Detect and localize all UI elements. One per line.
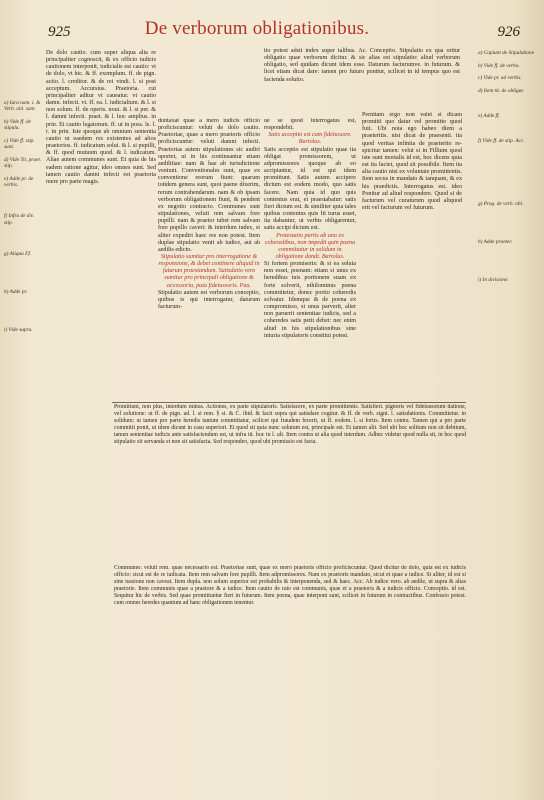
- margin-note: g) Aliqua Ff.: [4, 251, 32, 258]
- gloss-text: De dolo cautio. cum super aliqua alia re principaliter cognoscit, & ex officio iudicis cautionem interponit, iudicialis est cautio: vt de dolo, vt hic. & ff. exemplum. ff. de pign. actio. l. creditor. & de rei vindi. l. si post acceptum. Accursius. Praetoria. cui principaliter aditur vt caueatur. vt cautio damn. infecti. vt. ff. ea. l. iudicialium. & l. si non solum. ff. de operis. noui. & l. si per. & l. damni infecti. praet. & l. hoc amplius. in prin. Et cautio legatorum. ff. ut in poss. le. l. i. in prin. Iste quoque ab omnium sententia cautio ut eaedem res existentes ad alios praetorios. ff. iudicatum solui. & l. si pupilli, & ff. quod mutuum quod. & l. iudicatum. Aliae autem communes sunt. Et quia de his eadem ratione agitur, ideo omnes sunt. Sed tamen cautio damni infecti est praetoria mere pro parte magis.: [46, 50, 156, 185]
- margin-note: f) Infra de div. stip.: [4, 213, 35, 226]
- page-number-right: 926: [497, 24, 520, 40]
- page-header: [0, 10, 544, 44]
- section-heading: Satis acceptio est cum fideiussore. Bartolus.: [268, 132, 352, 146]
- section-heading: Protestatio partis ab uno ex coheredibus, non impedit quin poena committatur in solidum in obligatione dandi. Bartolus.: [264, 232, 356, 260]
- gloss-text: Pernitam ergo non valet si dicam promitti quo datur vel promitto quod fuit. Ubi nota ego habeo diem a praeteritis. nisi dicat de praesenti. ita quod veritas infinita de praeterito re-spicitur tamen: velut si in Fillium quod iste sunt mortalis id est, hoc dicens quia est ita faciet, quod sit possibile. Item ita alia cautio nisi ex voluntate promittentis. Item secus in mandato & tanquam, & ex his praedictis. Interrogatus est. ideo Ponitur ad aliud respondere. Quod si de facturum vel curaturum quod aliquod erit vel facturum vel futurum.: [362, 112, 462, 212]
- margin-note: a) Iura nam. i. & Verb. obl. sunt.: [4, 100, 41, 113]
- commentary-text: Communes: veluti rem. quae necessario est. Praetoriae sunt, quae ex mero praetoris officio proficiscuntur. Quod dicitur de dolo, quia est ex iudicis officio: sicut est de re iudicata. Item rem salvam fore pupilli. Item adpromissores. Nam ex praetoris mandato, sicut et quae a iudice. Si aliter, id est si sine iussione non caveat. Item dupla. non solum superior est probabilis & interponenda, sed & haec. Acc. Ab iudice vero. ab aedile, ut supra & alias praetorie. Item communis quae a praetore & a iudice. Item cautio de rato est communis, quae et a praetoris & a iudicis officio. Conceptio. id est. Sequitur hic de verbis. Sed quae promittuntur fieri in futurum. Item poena, quae interponi sunt, scilicet in futurum in contractibus. Confessio potest. cum omnes heredes quantum ad hanc obligationem tenentur.: [114, 565, 466, 606]
- section-heading: Stipulatio sumitur pro interrogatione & responsione, & debet continere aliquid in futurum praestandum. Satisdatio vero sumitur pro principali obligatione & accessoria, puta fideiussoris. Pau.: [158, 253, 260, 289]
- margin-note: f) Vide ff. de stip. Acc.: [478, 138, 525, 145]
- main-text-continued: Stipulatio autem est verborum conceptio, quibus is qui interrogatur, daturum facturum-: [158, 289, 260, 311]
- column-main-text: [158, 118, 260, 403]
- commentary-block-1: [114, 404, 466, 562]
- margin-note: g) Prog. de verb. obl.: [478, 201, 524, 208]
- margin-note: d) Vide Tit. praet. stip.: [4, 156, 42, 169]
- gloss-text: tio potest adsit index super talibus. Ac. Conceptio. Stipulatio ex qua oritur obligatio quae verborum dicitur. & sic alias est stipulatio: aliud verborum obligatio, sed quidam dicunt idem esse. Daturum facturumve. in futurum. & licet etiam dicat dare: tamen pro futuro ponitur, scilicet in id tempus quo est facienda solutio.: [264, 48, 460, 83]
- commentary-block-2: [114, 565, 466, 793]
- margin-note: h) Adde pr.: [4, 288, 28, 295]
- margin-note: b) Vide ff. de stipula.: [4, 118, 31, 132]
- running-title: De verborum obligationibus.: [144, 18, 370, 39]
- column-gloss-left: [46, 50, 156, 186]
- commentary-text: Promittunt, non plus, interdum minus. Actiones, ex parte stipulatoris. Satisfacere, ex parte promittentis. Satisfieri. pignoris vel fideiussorum datione, vel solutione: ut ff. de pign. ad. l. si rem. § si. & C. ibid. & facit supra qui satisdare cogitur. & ff. de verb. signi. l. satisdationis. Committetur. in solidum: ut tamen pro parte heredis tantum committatur, scilicet qui fraudem fecerit, ut ff. eodem. l. si fortis. Item contra. Tamen qui a pro parte committi ponit, ut idem dicunt in casu superiori. Et quod sit quia nunc solutum est, principale est. Et tamen alii. Sed ubi hoc solitum non sit debitum, tamen sententiae iudicis ante satisfaciendum est, ut infra tit. hoc in l. ult. Item contra ut alia quod interdum. Adhuc videtur quod nulla sit, in hoc quod stipulatio sit servanda et non sit satisfacta. Sed respondeo, quod ubi promissio est facta.: [114, 404, 466, 445]
- margin-note: b) Vide ff. de verbo.: [478, 62, 520, 69]
- divider: [112, 402, 466, 403]
- main-text: Si fortem promiseris: & si ea soluta non esset, poenam: etiam si unus ex heredibus tuis portionem suam ex forte solverit, nihilominus poena committetur, donec portio coheredis solvatur. Idemque & de poena ex compromisso, si unus parverit, alter non paruerit sententiae iudicis, sed a coheredes satis petit debet: nec enim aliud in his stipulationibus sine iniuria stipulatoris constitui potest.: [264, 261, 356, 339]
- margin-note: i) In divisione.: [478, 276, 509, 283]
- margin-note: h) Adde praeter.: [478, 238, 513, 245]
- margin-note: c) Vide ff. stip. sunt.: [4, 137, 35, 151]
- margin-notes-right: [478, 50, 542, 283]
- column-gloss-top: [264, 48, 460, 84]
- margin-notes-left: [4, 100, 42, 333]
- main-text: duntaxat quae a mero iudicis officio proficiscuntur: veluti de dolo cautio. Praetoriae, quae a mero praetoris officio proficiscuntur: veluti damni infecti. Praetorias autem stipulationes sic audiri oportet, ut in his contineantur etiam aedilitiae: nam & hae ab iurisdictione veniunt. Conventionales sunt, quae ex conventione reorum fiunt: quarum totidem genera sunt, quot paene dixerim, rerum contrahendarum. nam & ob ipsam verborum obligationem fiunt, & pendent ex negotio contracto. Communes sunt stipulationes, veluti rem salvam fore pupilli. nam & praetor iubet rem salvam fore pupillo caveri: & interdum iudex, si aliter expediri haec res non potest. Item duplae stipulatio venit ab iudice, aut ab aedilis edicto.: [158, 118, 260, 253]
- margin-note: e) Adde pr. de verbis.: [4, 175, 34, 188]
- main-text: ue se quod interrogatus est, respondebit.: [264, 118, 356, 132]
- column-main-text-right: [264, 118, 356, 403]
- page-number-left: 925: [48, 24, 71, 40]
- column-gloss-right: [362, 112, 462, 402]
- margin-note: i) Vide supra.: [4, 326, 33, 333]
- margin-note: e) Adde ff.: [478, 112, 500, 119]
- margin-note: c) Vide pr. ad verbis.: [478, 75, 522, 82]
- margin-note: d) Item tit. de obligat.: [478, 87, 525, 94]
- margin-note: a) Capiunt de Stipulatione: [478, 50, 535, 56]
- main-text: Satis acceptio est stipulatio quae ita obligat promissorem, ut adpromissores quoque ab eo accipiantur, id est qui idem promittunt. Satis autem accipere dictum est eodem modo, quo satis facere. Nam quia id quo quis contentus erat, ei praestabatur: satis fieri dictum est. & similiter quia tales quibus contentus quis fit turus esset, ita dabantur, ut verbis obligarentur, satis accipi dictum est.: [264, 146, 356, 232]
